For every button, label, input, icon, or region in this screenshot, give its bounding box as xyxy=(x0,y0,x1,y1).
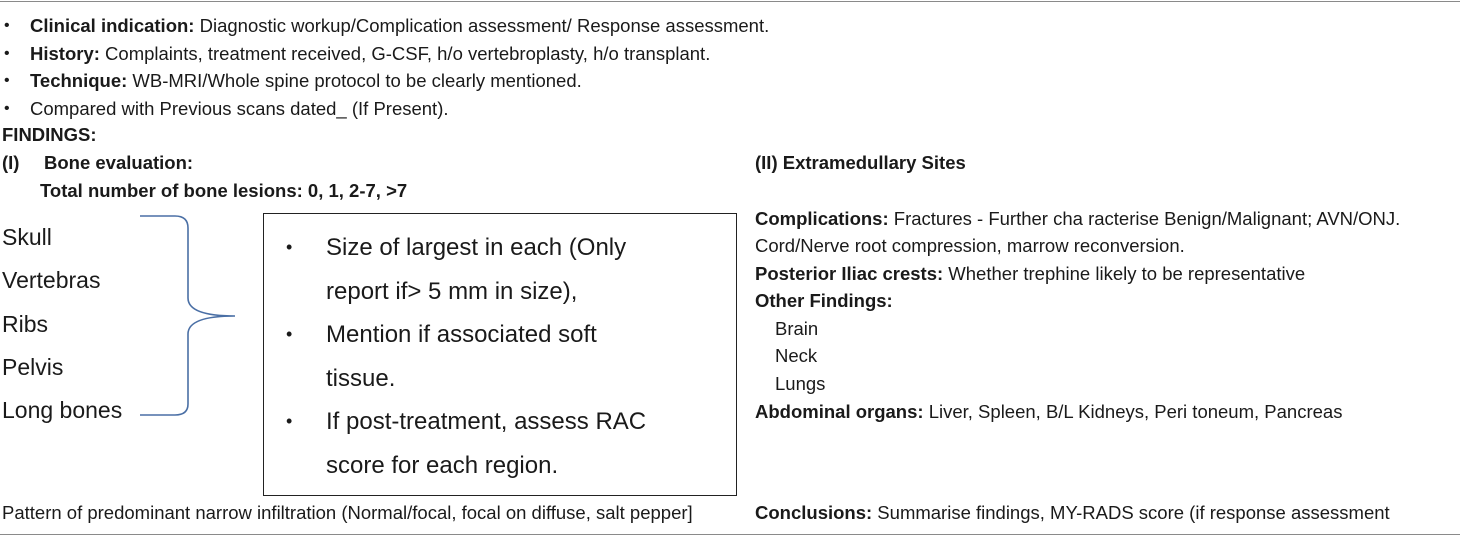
complications-line2: Cord/Nerve root compression, marrow reconversion. xyxy=(755,235,1185,256)
findings-heading: FINDINGS: xyxy=(2,124,97,145)
bullet-icon: • xyxy=(4,44,10,62)
bone-evaluation-title: Bone evaluation: xyxy=(44,152,194,173)
box-item-soft-tissue-line1 xyxy=(286,313,646,357)
box-line: Mention if associated soft xyxy=(326,321,597,348)
complications-text: Fractures - Further cha racterise Benign/Malignant; AVN/ONJ. xyxy=(888,208,1401,229)
clinical-indication-text: Diagnostic workup/Complication assessment/ Response assessment. xyxy=(194,15,770,36)
box-item-size-line1 xyxy=(286,226,646,270)
technique-text: WB-MRI/Whole spine protocol to be clearly mentioned. xyxy=(127,70,582,91)
conclusions-label: Conclusions: xyxy=(755,502,873,523)
technique-item xyxy=(2,67,769,95)
clinical-indication-label: Clinical indication: xyxy=(30,15,195,36)
box-item-soft-tissue-line2 xyxy=(326,357,646,401)
bone-site-list xyxy=(2,216,122,432)
header-bullet-list xyxy=(2,12,769,122)
box-line: report if> 5 mm in size), xyxy=(326,277,578,305)
abdominal-organs-text: Liver, Spleen, B/L Kidneys, Peri toneum, Pancreas xyxy=(923,401,1343,422)
iliac-crest-text: Whether trephine likely to be representative xyxy=(943,263,1306,284)
bullet-icon: • xyxy=(286,324,293,344)
bone-lesion-count: Total number of bone lesions: 0, 1, 2-7, >7 xyxy=(40,180,408,201)
bullet-icon: • xyxy=(4,17,10,34)
clinical-indication-item xyxy=(2,12,769,40)
iliac-crest-line xyxy=(755,263,1305,285)
bone-site-long-bones: Long bones xyxy=(2,397,123,424)
technique-label: Technique: xyxy=(30,70,128,91)
lesion-reporting-list xyxy=(286,226,647,487)
bone-site-pelvis: Pelvis xyxy=(2,353,64,380)
bullet-icon: • xyxy=(4,72,10,89)
complications-line xyxy=(755,208,1400,230)
bone-site-skull: Skull xyxy=(2,224,52,250)
abdominal-organs-line xyxy=(755,401,1342,423)
box-line: score for each region. xyxy=(326,451,559,479)
bullet-icon: • xyxy=(4,99,10,117)
bullet-icon: • xyxy=(286,237,293,257)
conclusions-text: Summarise findings, MY-RADS score (if response assessment xyxy=(872,502,1390,523)
box-item-rac-line2 xyxy=(326,444,646,488)
bone-site-vertebras: Vertebras xyxy=(2,267,101,294)
comparison-text: Compared with Previous scans dated_ (If Present). xyxy=(30,97,449,119)
lesion-reporting-box xyxy=(263,213,737,496)
other-finding-lungs: Lungs xyxy=(775,373,826,394)
history-item xyxy=(2,40,769,68)
comparison-item xyxy=(2,95,769,123)
box-item-rac-line1 xyxy=(286,400,647,444)
other-finding-brain: Brain xyxy=(775,318,819,339)
box-line: Size of largest in each (Only xyxy=(326,234,627,261)
bone-numeral: (I) xyxy=(2,152,20,173)
other-findings-label: Other Findings: xyxy=(755,290,893,311)
infiltration-pattern-text: Pattern of predominant narrow infiltration (Normal/focal, focal on diffuse, salt pepper] xyxy=(2,502,693,523)
complications-label: Complications: xyxy=(755,208,889,229)
box-item-size-line2 xyxy=(326,270,646,314)
conclusions-line xyxy=(755,502,1390,524)
curly-brace-icon xyxy=(135,212,245,422)
history-label: History: xyxy=(30,42,100,64)
bullet-icon: • xyxy=(286,411,293,431)
bone-site-ribs: Ribs xyxy=(2,310,49,337)
other-finding-neck: Neck xyxy=(775,345,818,366)
iliac-crest-label: Posterior Iliac crests: xyxy=(755,263,944,284)
bottom-rule xyxy=(0,534,1460,535)
extramedullary-title: (II) Extramedullary Sites xyxy=(755,152,966,173)
history-text: Complaints, treatment received, G-CSF, h/o vertebroplasty, h/o transplant. xyxy=(99,42,711,64)
box-line: tissue. xyxy=(326,364,396,392)
abdominal-organs-label: Abdominal organs: xyxy=(755,401,924,422)
box-line: If post-treatment, assess RAC xyxy=(326,408,647,435)
top-rule xyxy=(0,1,1460,2)
